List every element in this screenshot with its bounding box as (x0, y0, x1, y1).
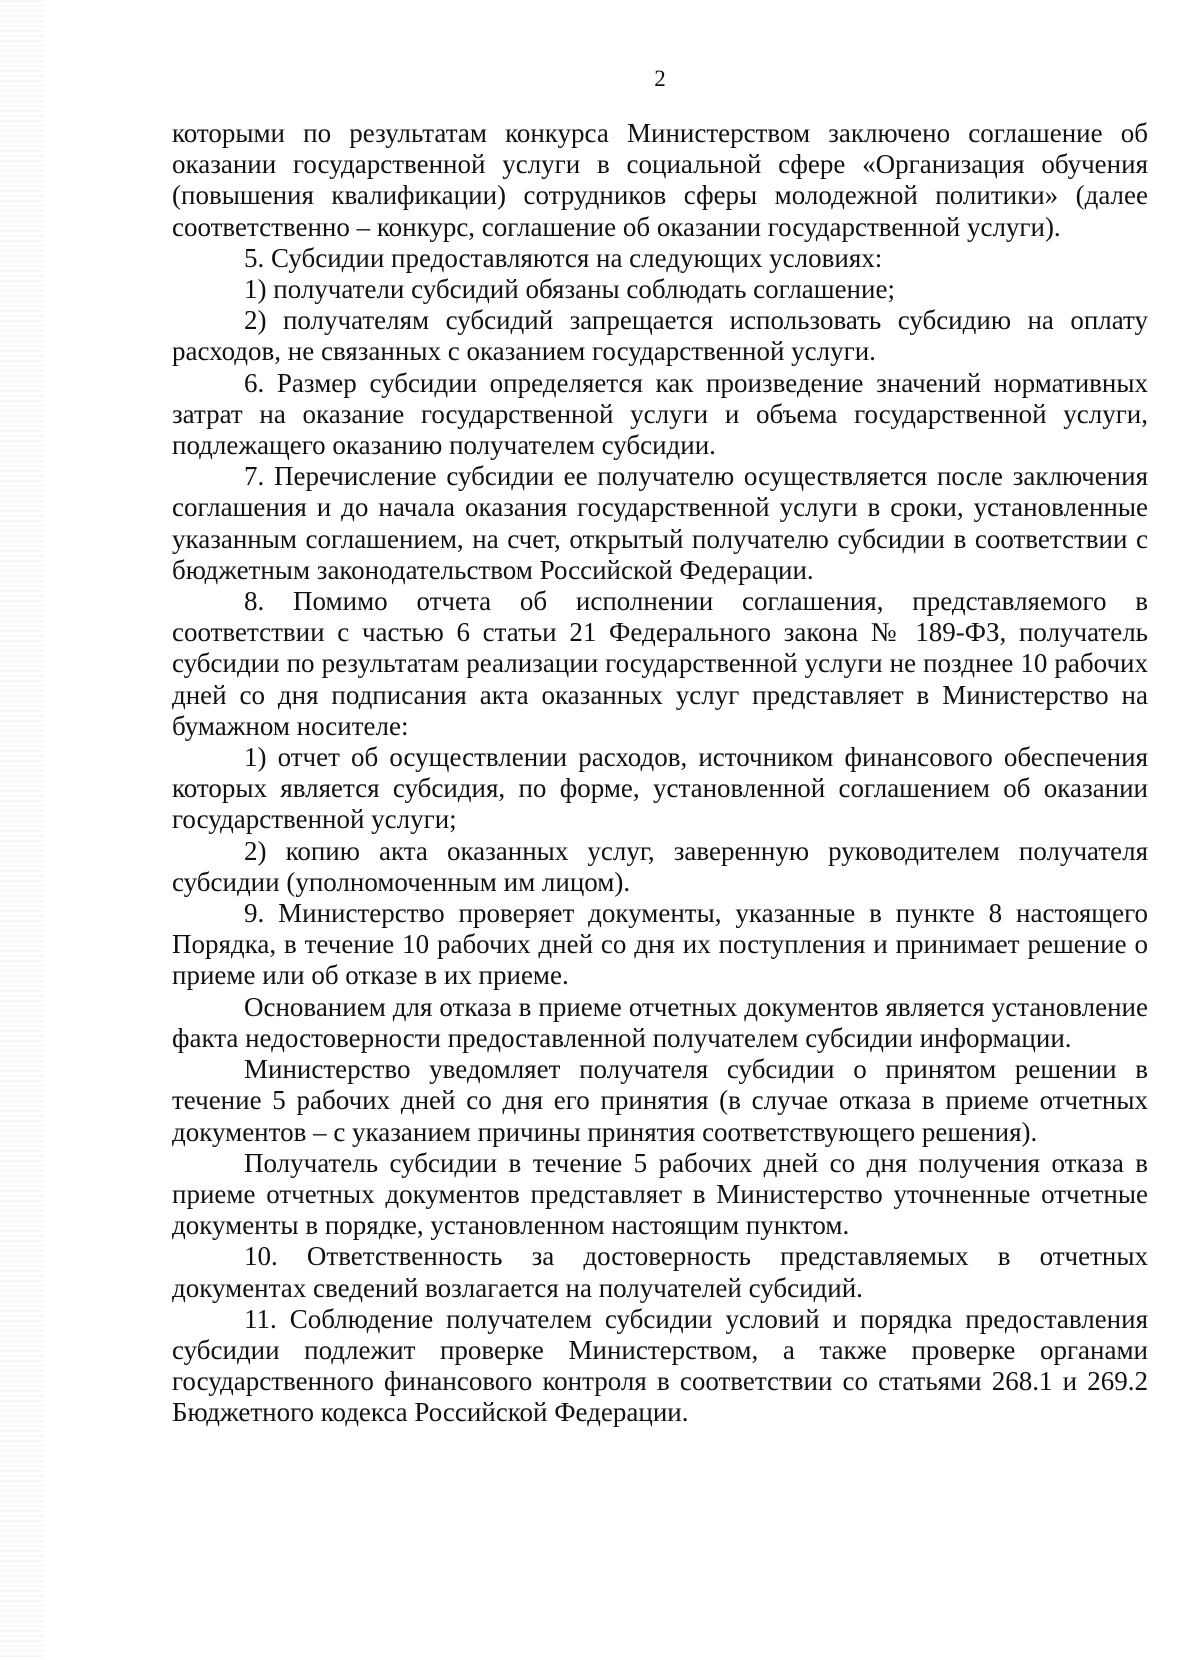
paragraph-item-5: 5. Субсидии предоставляются на следующих условиях: (244, 242, 883, 273)
paragraph-refusal-grounds: Основанием для отказа в приеме отчетных документов является установление факта недостоверности предоставленной получателем субсидии информации. (172, 991, 1148, 1053)
scan-edge (0, 0, 44, 1660)
paragraph-continuation: которыми по результатам конкурса Министерством заключено соглашение об оказании государственной услуги в социальной сфере «Организация обучения (повышения квалификации) сотрудников сферы молодежной политики» (далее соответственно – конкурс, соглашение об оказании государственной услуги). (172, 118, 1148, 242)
paragraph-notification: Министерство уведомляет получателя субсидии о принятом решении в течение 5 рабочих дней со дня его принятия (в случае отказа в приеме отчетных документов – с указанием причины принятия соответствующего решения). (172, 1054, 1148, 1147)
paragraph-resubmission: Получатель субсидии в течение 5 рабочих дней со дня получения отказа в приеме отчетных документов представляет в Министерство уточненные отчетные документы в порядке, установленном настоящим пунктом. (172, 1147, 1148, 1241)
paragraph-subitem-5-2: 2) получателям субсидий запрещается использовать субсидию на оплату расходов, не связанных с оказанием государственной услуги. (172, 305, 1148, 367)
paragraph-subitem-8-2: 2) копию акта оказанных услуг, заверенную руководителем получателя субсидии (уполномоченным им лицом). (172, 835, 1148, 897)
paragraph-item-9: 9. Министерство проверяет документы, указанные в пункте 8 настоящего Порядка, в течение 10 рабочих дней со дня их поступления и принимает решение о приеме или об отказе в их приеме. (172, 898, 1148, 991)
page-number: 2 (654, 66, 666, 91)
paragraph-item-6: 6. Размер субсидии определяется как произведение значений нормативных затрат на оказание государственной услуги и объема государственной услуги, подлежащего оказанию получателем субсидии. (172, 367, 1148, 461)
paragraph-item-10: 10. Ответственность за достоверность представляемых в отчетных документах сведений возлагается на получателей субсидий. (172, 1241, 1148, 1303)
document-body (172, 118, 1148, 1429)
paragraph-subitem-5-1: 1) получатели субсидий обязаны соблюдать соглашение; (244, 274, 895, 305)
paragraph-item-11: 11. Соблюдение получателем субсидии условий и порядка предоставления субсидии подлежит проверке Министерством, а также проверке органами государственного финансового контроля в соответствии со статьями 268.1 и 269.2 Бюджетного кодекса Российской Федерации. (172, 1303, 1148, 1428)
paragraph-item-8: 8. Помимо отчета об исполнении соглашения, представляемого в соответствии с частью 6 статьи 21 Федерального закона № 189-ФЗ, получатель субсидии по результатам реализации государственной услуги не позднее 10 рабочих дней со дня подписания акта оказанных услуг представляет в Министерство на бумажном носителе: (172, 586, 1148, 741)
paragraph-item-7: 7. Перечисление субсидии ее получателю осуществляется после заключения соглашения и до начала оказания государственной услуги в сроки, установленные указанным соглашением, на счет, открытый получателю субсидии в соответствии с бюджетным законодательством Российской Федерации. (172, 461, 1148, 585)
paragraph-subitem-8-1: 1) отчет об осуществлении расходов, источником финансового обеспечения которых является субсидия, по форме, установленной соглашением об оказании государственной услуги; (172, 742, 1148, 835)
